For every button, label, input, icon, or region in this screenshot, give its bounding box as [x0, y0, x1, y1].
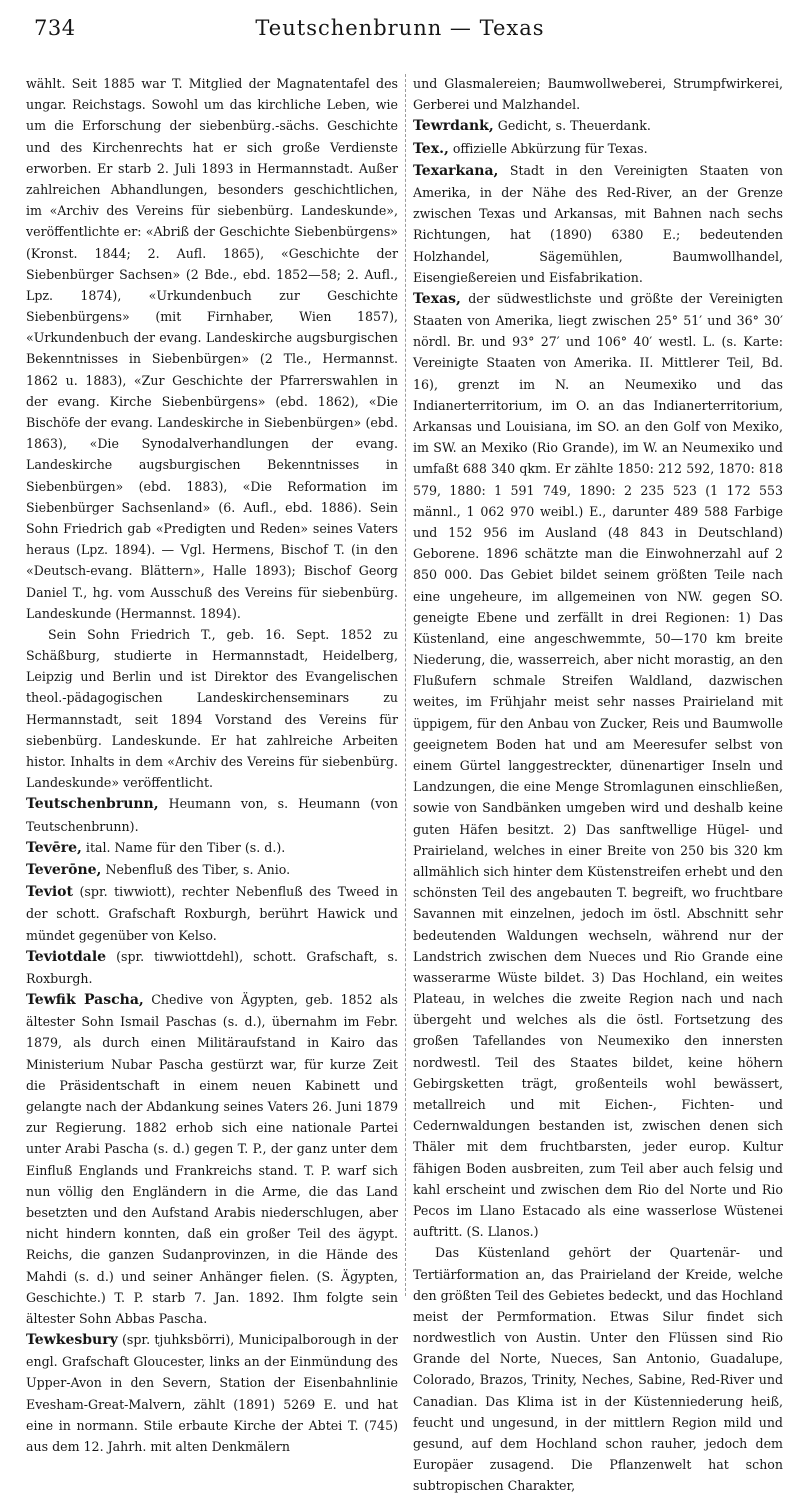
- entry-text: Gedicht, s. Theuerdank.: [493, 118, 651, 134]
- entry-headword: Texas,: [413, 290, 461, 307]
- paragraph-text: Sein Sohn Friedrich T., geb. 16. Sept. 1852 zu Schäßburg, studierte in Hermannstadt, Heidelberg, Leipzig und Berlin und ist Direktor des Evangelischen theol.-pädagogischen Landeskirchenseminars zu Hermannstadt, seit 1894 Vorstand des Vereins für siebenbürg. Landeskunde. Er hat zahlreiche Arbeiten histor. Inhalts in dem «Archiv des Vereins für siebenbürg. Landeskunde» veröffentlicht.: [26, 626, 398, 791]
- entry-text: offizielle Abkürzung für Texas.: [448, 140, 648, 156]
- page-number: 734: [34, 16, 76, 40]
- entry-text: Nebenfluß des Tiber, s. Anio.: [101, 861, 291, 877]
- entry-headword: Tewfik Pascha,: [26, 992, 144, 1009]
- dictionary-entry: [413, 288, 783, 1242]
- entry-headword: Texarkana,: [413, 162, 499, 179]
- entry-headword: Tewkesbury: [26, 1332, 118, 1349]
- entry-headword: Tex.,: [413, 140, 449, 157]
- dictionary-entry: [413, 160, 783, 288]
- entry-headword: Teviotdale: [26, 948, 107, 965]
- dictionary-entry: [26, 946, 398, 989]
- right-column: [413, 73, 783, 1497]
- dictionary-entry: [26, 1329, 398, 1457]
- paragraph-text: und Glasmalereien; Baumwollweberei, Strumpfwirkerei, Gerberei und Malzhandel.: [413, 76, 783, 113]
- entry-text: Stadt in den Vereinigten Staaten von Amerika, in der Nähe des Red-River, an der Grenze zwischen Texas und Arkansas, mit Bahnen nach sechs Richtungen, hat (1890) 6380 E.; bedeutenden Holzhandel, Sägemühlen, Baumwollhandel, Eisengießereien und Eisfabrikation.: [413, 162, 783, 285]
- entry-text: Chedive von Ägypten, geb. 1852 als ältester Sohn Ismail Paschas (s. d.), übernahm im Febr. 1879, als durch einen Militäraufstand in Kairo das Ministerium Nubar Pascha gestürzt war, für kurze Zeit die Präsidentschaft in einem neuen Kabinett und gelangte nach der Abdankung seines Vaters 26. Juni 1879 zur Regierung. 1882 erhob sich eine nationale Partei unter Arabi Pascha (s. d.) gegen T. P., der ganz unter dem Einfluß Englands und Frankreichs stand. T. P. warf sich nun völlig den Engländern in die Arme, die das Land besetzten und den Aufstand Arabis niederschlugen, aber nicht hindern konnten, daß ein großer Teil des ägypt. Reichs, die ganzen Sudanprovinzen, in die Hände des Mahdi (s. d.) und seiner Anhänger fielen. (S. Ägypten, Geschichte.) T. P. starb 7. Jan. 1892. Ihm folgte sein ältester Sohn Abbas Pascha.: [26, 992, 399, 1326]
- paragraph: [413, 1242, 783, 1496]
- dictionary-entry: [26, 881, 398, 946]
- left-column: [26, 73, 398, 1457]
- paragraph: [26, 73, 398, 624]
- paragraph: [413, 73, 783, 115]
- column-divider: [405, 74, 406, 1296]
- running-head: Teutschenbrunn — Texas: [255, 16, 545, 40]
- paragraph-text: wählt. Seit 1885 war T. Mitglied der Magnatentafel des ungar. Reichstags. Sowohl um das kirchliche Leben, wie um die Erforschung der siebenbürg.-sächs. Geschichte und des Kirchenrechts hat er sich große Verdienste erworben. Er starb 2. Juli 1893 in Hermannstadt. Außer zahlreichen Abhandlungen, besonders geschichtlichen, im «Archiv des Vereins für siebenbürg. Landeskunde», veröffentlichte er: «Abriß der Geschichte Siebenbürgens» (Kronst. 1844; 2. Aufl. 1865), «Geschichte der Siebenbürger Sachsen» (2 Bde., ebd. 1852—58; 2. Aufl., Lpz. 1874), «Urkundenbuch zur Geschichte Siebenbürgens» (mit Firnhaber, Wien 1857), «Urkundenbuch der evang. Landeskirche augsburgischen Bekenntnisses in Siebenbürgen» (2 Tle., Hermannst. 1862 u. 1883), «Zur Geschichte der Pfarrerswahlen in der evang. Kirche Siebenbürgens» (ebd. 1862), «Die Bischöfe der evang. Landeskirche in Siebenbürgen» (ebd. 1863), «Die Synodalverhandlungen der evang. Landeskirche augsburgischen Bekenntnisses in Siebenbürgen» (ebd. 1883), «Die Reformation im Siebenbürger Sachsenland» (6. Aufl., ebd. 1886). Sein Sohn Friedrich gab «Predigten und Reden» seines Vaters heraus (Lpz. 1894). — Vgl. Hermens, Bischof T. (in den «Deutsch-evang. Blättern», Halle 1893); Bischof Georg Daniel T., hg. vom Ausschuß des Vereins für siebenbürg. Landeskunde (Hermannst. 1894).: [26, 76, 398, 621]
- entry-headword: Teutschenbrunn,: [26, 796, 159, 813]
- entry-text: (spr. tjuhksbörri), Municipalborough in der engl. Grafschaft Gloucester, links an der Einmündung des Upper-Avon in den Severn, Station der Eisenbahnlinie Evesham-Great-Malvern, zählt (1891) 5269 E. und hat eine in normann. Stile erbaute Kirche der Abtei T. (745) aus dem 12. Jahrh. mit alten Denkmälern: [26, 1332, 398, 1454]
- entry-text: (spr. tiwwiottdehl), schott. Grafschaft, s. Roxburgh.: [26, 948, 398, 986]
- page-header: [0, 6, 800, 46]
- entry-headword: Teviot: [26, 884, 73, 901]
- dictionary-entry: [413, 115, 783, 137]
- dictionary-entry: [26, 859, 398, 881]
- entry-headword: Teverōne,: [26, 861, 102, 878]
- entry-headword: Tevēre,: [26, 839, 82, 856]
- paragraph-text: Das Küstenland gehört der Quartenär- und Tertiärformation an, das Prairieland der Kreide, welche den größten Teil des Gebietes bedeckt, und das Hochland meist der Permformation. Etwas Silur findet sich nordwestlich von Austin. Unter den Flüssen sind Rio Grande del Norte, Nueces, San Antonio, Guadalupe, Colorado, Brazos, Trinity, Neches, Sabine, Red-River und Canadian. Das Klima ist in der Küstenniederung heiß, feucht und ungesund, in der mittlern Region mild und gesund, auf dem Hochland schon rauher, jedoch dem Europäer zusagend. Die Pflanzenwelt hat schon subtropischen Charakter,: [413, 1245, 783, 1494]
- dictionary-entry: [413, 138, 783, 160]
- paragraph: [26, 624, 398, 794]
- dictionary-entry: [26, 837, 398, 859]
- entry-text: der südwestlichste und größte der Vereinigten Staaten von Amerika, liegt zwischen 25° 51′ und 36° 30′ nördl. Br. und 93° 27′ und 106° 40′ westl. L. (s. Karte: Vereinigte Staaten von Amerika. II. Mittlerer Teil, Bd. 16), grenzt im N. an Neumexiko und das Indianerterritorium, im O. an das Indianerterritorium, Arkansas und Louisiana, im SO. an den Golf von Mexiko, im SW. an Mexiko (Rio Grande), im W. an Neumexiko und umfaßt 688 340 qkm. Er zählte 1850: 212 592, 1870: 818 579, 1880: 1 591 749, 1890: 2 235 523 (1 172 553 männl., 1 062 970 weibl.) E., darunter 489 588 Farbige und 152 956 im Ausland (48 843 in Deutschland) Geborene. 1896 schätzte man die Einwohnerzahl auf 2 850 000. Das Gebiet bildet seinem größten Teile nach eine ungeheure, im allgemeinen von NW. gegen SO. geneigte Ebene und zerfällt in drei Regionen: 1) Das Küstenland, eine angeschwemmte, 50—170 km breite Niederung, die, wasserreich, aber nicht morastig, an den Flußufern schmale Streifen Waldland, dazwischen weites, im Frühjahr meist sehr nasses Prairieland mit üppigem, für den Anbau von Zucker, Reis und Baumwolle geeignetem Boden hat und am Meeresufer selbst von einem Gürtel langgestreckter, dünenartiger Inseln und Landzungen, die eine Menge Stromlagunen einschließen, sowie von Sandbänken umgeben wird und deshalb keine guten Häfen besitzt. 2) Das sanftwellige Hügel- und Prairieland, welches in einer Breite von 250 bis 320 km allmählich sich hinter dem Küstenstreifen erhebt und den schönsten Teil des angebauten T. begreift, wo fruchtbare Savannen mit einzelnen, jedoch im östl. Abschnitt sehr bedeutenden Waldungen wechseln, während nur der Landstrich zwischen dem Nueces und Rio Grande eine wasserarme Wüste bildet. 3) Das Hochland, ein weites Plateau, in welches die zweite Region nach und nach übergeht und welches als die östl. Fortsetzung des großen Tafellandes von Neumexiko den innersten nordwestl. Teil des Staates bildet, keine höhern Gebirgsketten trägt, großenteils wohl bewässert, metallreich und mit Eichen-, Fichten- und Cedernwaldungen bestanden ist, zwischen denen sich Thäler mit dem fruchtbarsten, jeder europ. Kultur fähigen Boden ausbreiten, zum Teil aber auch felsig und kahl erscheint und zwischen dem Rio del Norte und Rio Pecos im Llano Estacado als eine wasserlose Wüstenei auftritt. (S. Llanos.): [413, 290, 783, 1240]
- dictionary-entry: [26, 793, 398, 836]
- entry-text: Heumann von, s. Heumann (von Teutschenbrunn).: [26, 796, 398, 834]
- dictionary-entry: [26, 989, 398, 1329]
- entry-text: (spr. tiwwiott), rechter Nebenfluß des Tweed in der schott. Grafschaft Roxburgh, berührt Hawick und mündet gegenüber von Kelso.: [26, 884, 398, 943]
- entry-text: ital. Name für den Tiber (s. d.).: [81, 839, 286, 855]
- entry-headword: Tewrdank,: [413, 118, 494, 135]
